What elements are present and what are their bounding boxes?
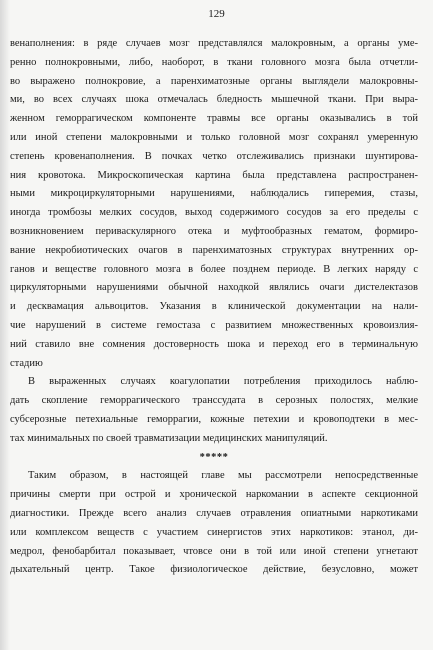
text-line: субсерозные петехиальные геморрагии, кожные петехии и кровоподтеки в мес-	[10, 413, 418, 425]
text-line: ными микроциркуляторными нарушениями, наблюдались гиперемия, стазы,	[10, 188, 418, 200]
text-line: и десквамация альвоцитов. Указания в клинической документации на нали-	[10, 301, 418, 313]
text-line: ми, во всех случаях шока отмечалась бледность мышечной ткани. При выра-	[10, 94, 418, 106]
text-line: В выраженных случаях коагулопатии потребления приходилось наблю-	[28, 376, 418, 388]
text-line: Таким образом, в настоящей главе мы рассмотрели непосредственные	[28, 470, 418, 482]
text-line: дать скопление геморрагического транссудата в серозных полостях, мелкие	[10, 395, 418, 407]
text-line: диагностики. Прежде всего анализ случаев отравления опиатными наркотиками	[10, 507, 418, 519]
page-number: 129	[208, 8, 225, 20]
text-line: во выражено полнокровие, а паренхиматозные органы выглядели малокровны-	[10, 75, 418, 87]
text-line: степень кровенаполнения. В почках четко отслеживались признаки шунтирова-	[10, 150, 418, 162]
text-line: дыхательный центр. Такое физиологическое действие, безусловно, может	[10, 564, 418, 576]
text-line: ренно полнокровными, либо, наоборот, в ткани головного мозга была отчетли-	[10, 56, 418, 68]
text-line: чие нарушений в системе гемостаза с развитием множественных кровоизлия-	[10, 319, 418, 331]
body-text	[10, 35, 418, 580]
text-line: иногда тромбозы мелких сосудов, выход содержимого сосудов за его пределы с	[10, 207, 418, 219]
text-line: или комплексом веществ с участием синергистов этих наркотиков: этанол, ди-	[10, 526, 418, 538]
text-line: ний ставило вне сомнения достоверность шока и переход его в терминальную	[10, 338, 418, 350]
text-line: тах минимальных по своей травматизации медицинских манипуляций.	[10, 432, 328, 444]
text-line: венаполнения: в ряде случаев мозг представлялся малокровным, а органы уме-	[10, 38, 418, 49]
text-line: стадию	[10, 357, 43, 369]
text-line: причины смерти при острой и хронической наркомании в аспекте секционной	[10, 489, 418, 501]
text-line: вание некробиотических очагов в паренхиматозных структурах внутренних ор-	[10, 244, 418, 256]
text-line: ния кровотока. Микроскопическая картина была представлена распространен-	[10, 169, 418, 181]
text-line: женном геморрагическом компоненте травмы все органы оказывались в той	[10, 113, 418, 125]
text-line: возникновением периваскулярного отека и муфтообразных гематом, формиро-	[10, 225, 418, 237]
text-line: циркуляторными нарушениями обычной находкой являлись очаги дистелектазов	[10, 282, 418, 294]
text-line: *****	[199, 451, 229, 463]
text-line: медрол, фенобарбитал показывает, чтовсе они в той или иной степени угнетают	[10, 545, 418, 557]
text-line: ганов и веществе головного мозга в более позднем периоде. В легких наряду с	[10, 263, 418, 275]
text-line: или иной степени малокровными и только головной мозг сохранял умеренную	[10, 131, 418, 143]
